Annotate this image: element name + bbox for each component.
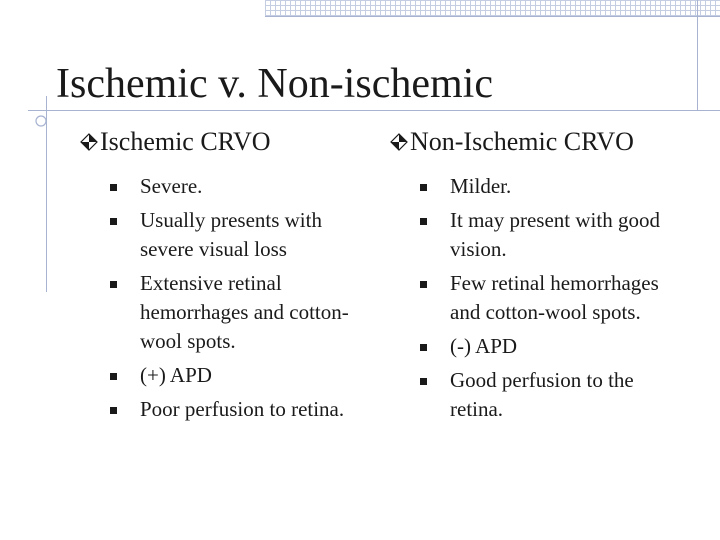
list-item — [110, 361, 380, 390]
list-item-text: Poor perfusion to retina. — [140, 397, 345, 421]
column-heading — [390, 125, 690, 159]
square-bullet-icon — [420, 378, 427, 385]
diamond-bullet-icon — [390, 133, 408, 151]
list-item — [420, 269, 690, 327]
column-heading-label: Ischemic CRVO — [100, 127, 271, 156]
square-bullet-icon — [110, 218, 117, 225]
list-item — [110, 172, 380, 201]
bullet-list — [420, 172, 690, 424]
square-bullet-icon — [110, 281, 117, 288]
square-bullet-icon — [110, 184, 117, 191]
list-item-text: Usually presents with severe visual loss — [140, 208, 322, 261]
decorative-grid — [265, 0, 720, 16]
list-item — [420, 172, 690, 201]
square-bullet-icon — [420, 184, 427, 191]
crosshair-circle-icon — [28, 108, 54, 134]
column-non-ischemic — [390, 125, 690, 429]
slide-title: Ischemic v. Non-ischemic — [56, 61, 493, 107]
list-item-text: Few retinal hemorrhages and cotton-wool spots. — [450, 271, 659, 324]
square-bullet-icon — [420, 281, 427, 288]
bullet-list — [110, 172, 380, 424]
list-item-text: Good perfusion to the retina. — [450, 368, 634, 421]
list-item — [110, 206, 380, 264]
list-item — [420, 332, 690, 361]
list-item — [110, 395, 380, 424]
column-heading-label: Non-Ischemic CRVO — [410, 127, 634, 156]
title-underline — [28, 110, 720, 111]
square-bullet-icon — [110, 373, 117, 380]
square-bullet-icon — [110, 407, 117, 414]
list-item — [110, 269, 380, 356]
list-item — [420, 206, 690, 264]
list-item — [420, 366, 690, 424]
list-item-text: Extensive retinal hemorrhages and cotton-wool spots. — [140, 271, 349, 353]
square-bullet-icon — [420, 344, 427, 351]
column-ischemic — [80, 125, 380, 429]
list-item-text: (-) APD — [450, 334, 518, 358]
frame-line-top — [265, 16, 720, 17]
square-bullet-icon — [420, 218, 427, 225]
column-heading — [80, 125, 380, 159]
list-item-text: Milder. — [450, 174, 512, 198]
list-item-text: It may present with good vision. — [450, 208, 660, 261]
list-item-text: (+) APD — [140, 363, 212, 387]
diamond-bullet-icon — [80, 133, 98, 151]
list-item-text: Severe. — [140, 174, 203, 198]
